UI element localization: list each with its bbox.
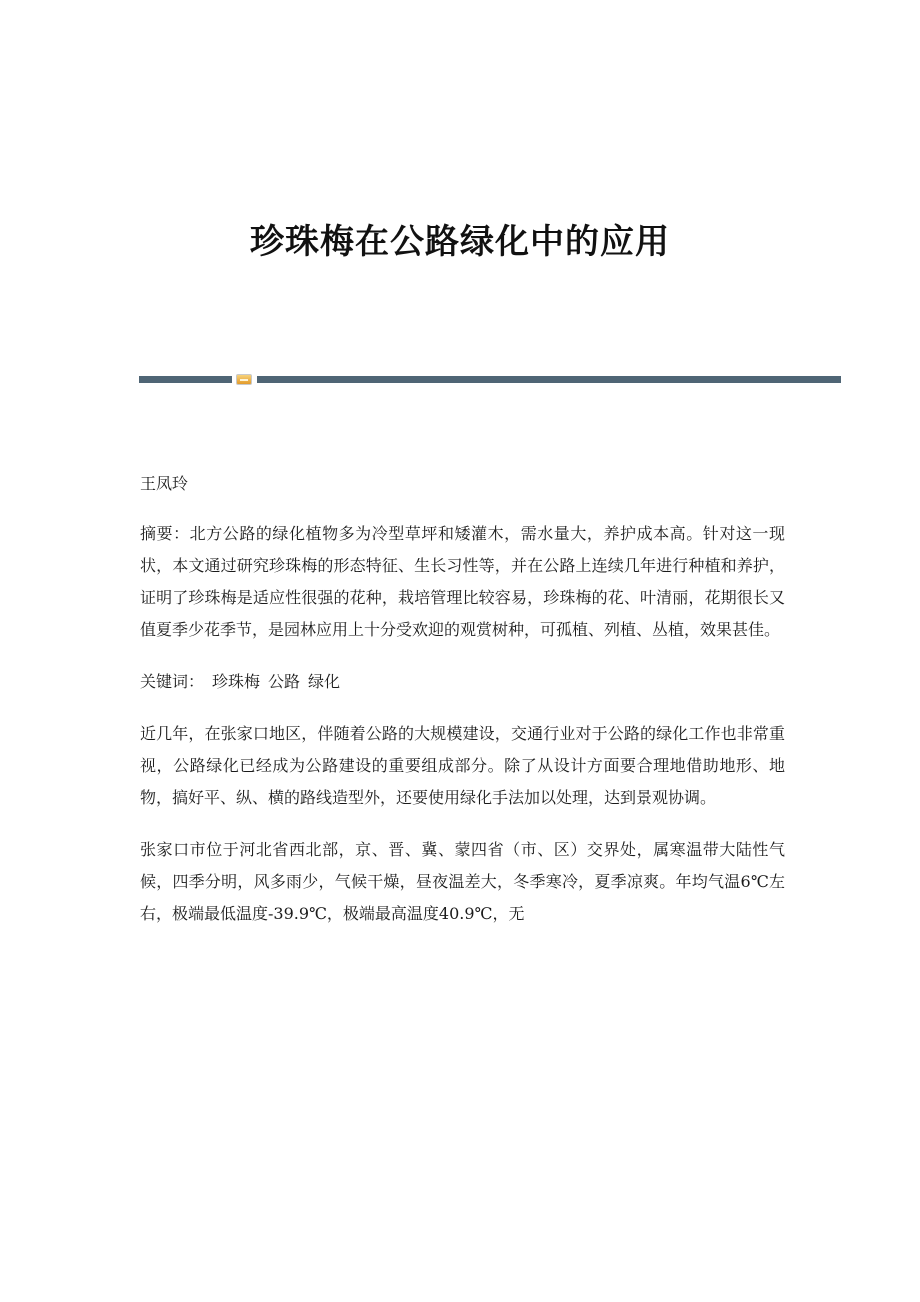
keywords-label: 关键词： — [140, 672, 205, 691]
abstract-paragraph: 摘要：北方公路的绿化植物多为冷型草坪和矮灌木，需水量大，养护成本高。针对这一现状，本文通过研究珍珠梅的形态特征、生长习性等，并在公路上连续几年进行种植和养护，证明了珍珠梅是适应性很强的花种，栽培管理比较容易，珍珠梅的花、叶清丽，花期很长又值夏季少花季节，是园林应用上十分受欢迎的观赏树种，可孤植、列植、丛植，效果甚佳。 — [140, 524, 785, 639]
keywords-line — [140, 666, 785, 698]
keyword-item: 绿化 — [308, 672, 341, 691]
author-name: 王凤玲 — [140, 474, 189, 493]
document-title: 珍珠梅在公路绿化中的应用 — [250, 222, 670, 262]
keyword-item: 珍珠梅 — [212, 672, 261, 691]
body-paragraph: 近几年，在张家口地区，伴随着公路的大规模建设，交通行业对于公路的绿化工作也非常重视，公路绿化已经成为公路建设的重要组成部分。除了从设计方面要合理地借助地形、地物，搞好平、纵、横的路线造型外，还要使用绿化手法加以处理，达到景观协调。 — [140, 724, 785, 807]
divider-ornament-icon — [236, 374, 252, 385]
divider-bar-left — [139, 376, 232, 383]
body-paragraph: 张家口市位于河北省西北部，京、晋、冀、蒙四省（市、区）交界处，属寒温带大陆性气候，四季分明，风多雨少，气候干燥，昼夜温差大，冬季寒冷，夏季凉爽。年均气温6℃左右，极端最低温度-39.9℃，极端最高温度40.9℃，无 — [140, 840, 785, 923]
divider-bar-right — [257, 376, 841, 383]
title-divider — [139, 374, 841, 384]
keyword-item: 公路 — [268, 672, 301, 691]
document-body — [140, 468, 785, 950]
